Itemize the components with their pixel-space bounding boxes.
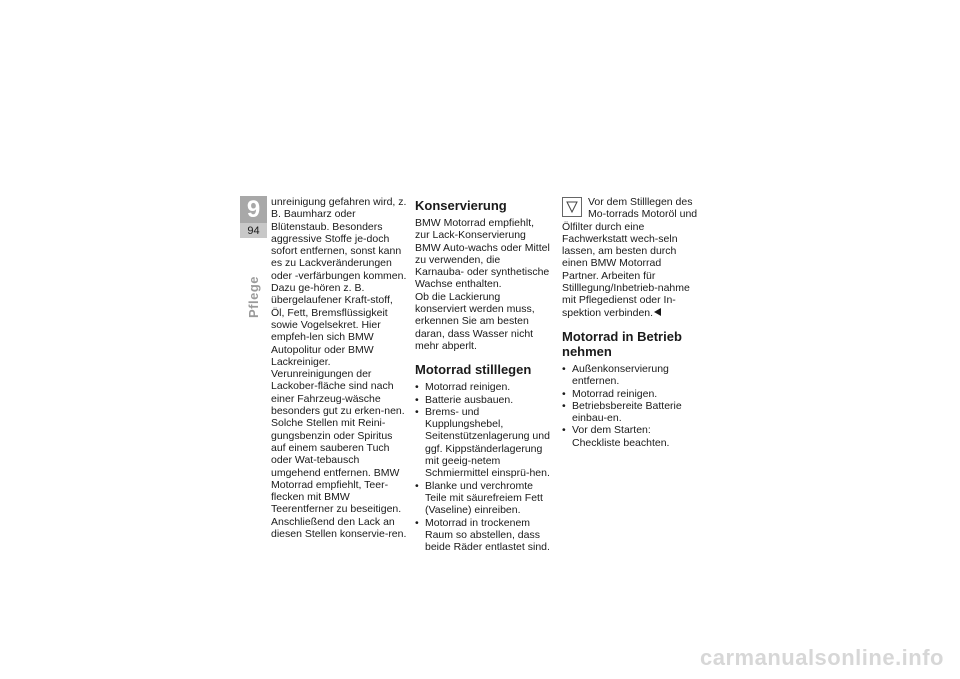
paragraph: Verunreinigungen der Lackober-fläche sind nach einer Fahrzeug-wäsche besonders gut zu erken-nen. Solche Stellen mit Reini-gungsbenzin oder Spiritus auf einem sauberen Tuch oder Wat-tebausch umgehend entfernen. BMW Motorrad empfiehlt, Teer-flecken mit BMW Teerentferner zu beseitigen. Anschließend den Lack an diesen Stellen konservie-ren. — [271, 368, 407, 541]
column-1 — [271, 196, 407, 540]
list-item: • Motorrad reinigen. — [562, 387, 658, 400]
list-item: • Brems- und Kupplungshebel, Seitenstützenlagerung und ggf. Kippständerlagerung mit geeig-netem Schmiermittel einsprü-hen. — [415, 405, 550, 480]
list-item: • Vor dem Starten: Checkliste beachten. — [562, 424, 670, 449]
bullet-list — [562, 363, 698, 449]
heading-stilllegen: Motorrad stilllegen — [415, 362, 532, 378]
list-item: • Blanke und verchromte Teile mit säurefreiem Fett (Vaseline) einreiben. — [415, 479, 543, 517]
paragraph: Ob die Lackierung konserviert werden muss, erkennen Sie am besten daran, dass Wasser nicht mehr abperlt. — [415, 290, 535, 352]
note-text: Vor dem Stilllegen des Mo-torrads Motoröl und Ölfilter durch eine Fachwerkstatt wech-seln lassen, am besten durch einen BMW Motorrad Partner. Arbeiten für Stilllegung/Inbetrieb-nahme mit Pflegedienst oder In-spektion verbinden. — [562, 196, 698, 319]
column-3 — [562, 196, 698, 449]
list-item: • Motorrad reinigen. — [415, 381, 511, 394]
paragraph: BMW Motorrad empfiehlt, zur Lack-Konservierung BMW Auto-wachs oder Mittel zu verwenden, die Karnauba- oder synthetische Wachse enthalten. — [415, 217, 550, 291]
list-item: • Betriebsbereite Batterie einbau-en. — [562, 399, 682, 425]
heading-konservierung: Konservierung — [415, 198, 507, 213]
column-2 — [415, 196, 551, 553]
list-item: • Motorrad in trockenem Raum so abstellen, dass beide Räder entlastet sind. — [415, 516, 550, 554]
list-item: • Außenkonservierung entfernen. — [562, 362, 669, 388]
paragraph: unreinigung gefahren wird, z. B. Baumharz oder Blütenstaub. Besonders aggressive Stoffe je-doch sofort entfernen, sonst kann es zu Lackveränderungen oder -verfärbungen kommen. Dazu ge-hören z. B. übergelaufener Kraft-stoff, Öl, Fett, Bremsflüssigkeit sowie Vogelsekret. Hier empfeh-len sich BMW Autopolitur oder BMW Lackreiniger. — [271, 196, 407, 368]
end-triangle-icon — [654, 307, 661, 319]
note-triangle-icon — [562, 197, 582, 217]
list-item: • Batterie ausbauen. — [415, 393, 514, 406]
page-number: 94 — [240, 223, 267, 238]
heading-inbetrieb: Motorrad in Betrieb nehmen — [562, 328, 682, 359]
chapter-tab — [240, 196, 267, 238]
bullet-list — [415, 381, 551, 553]
note-paragraph — [562, 196, 698, 319]
chapter-number: 9 — [246, 195, 261, 223]
section-label: Pflege — [246, 275, 261, 318]
watermark[interactable]: carmanualsonline.info — [700, 645, 944, 670]
